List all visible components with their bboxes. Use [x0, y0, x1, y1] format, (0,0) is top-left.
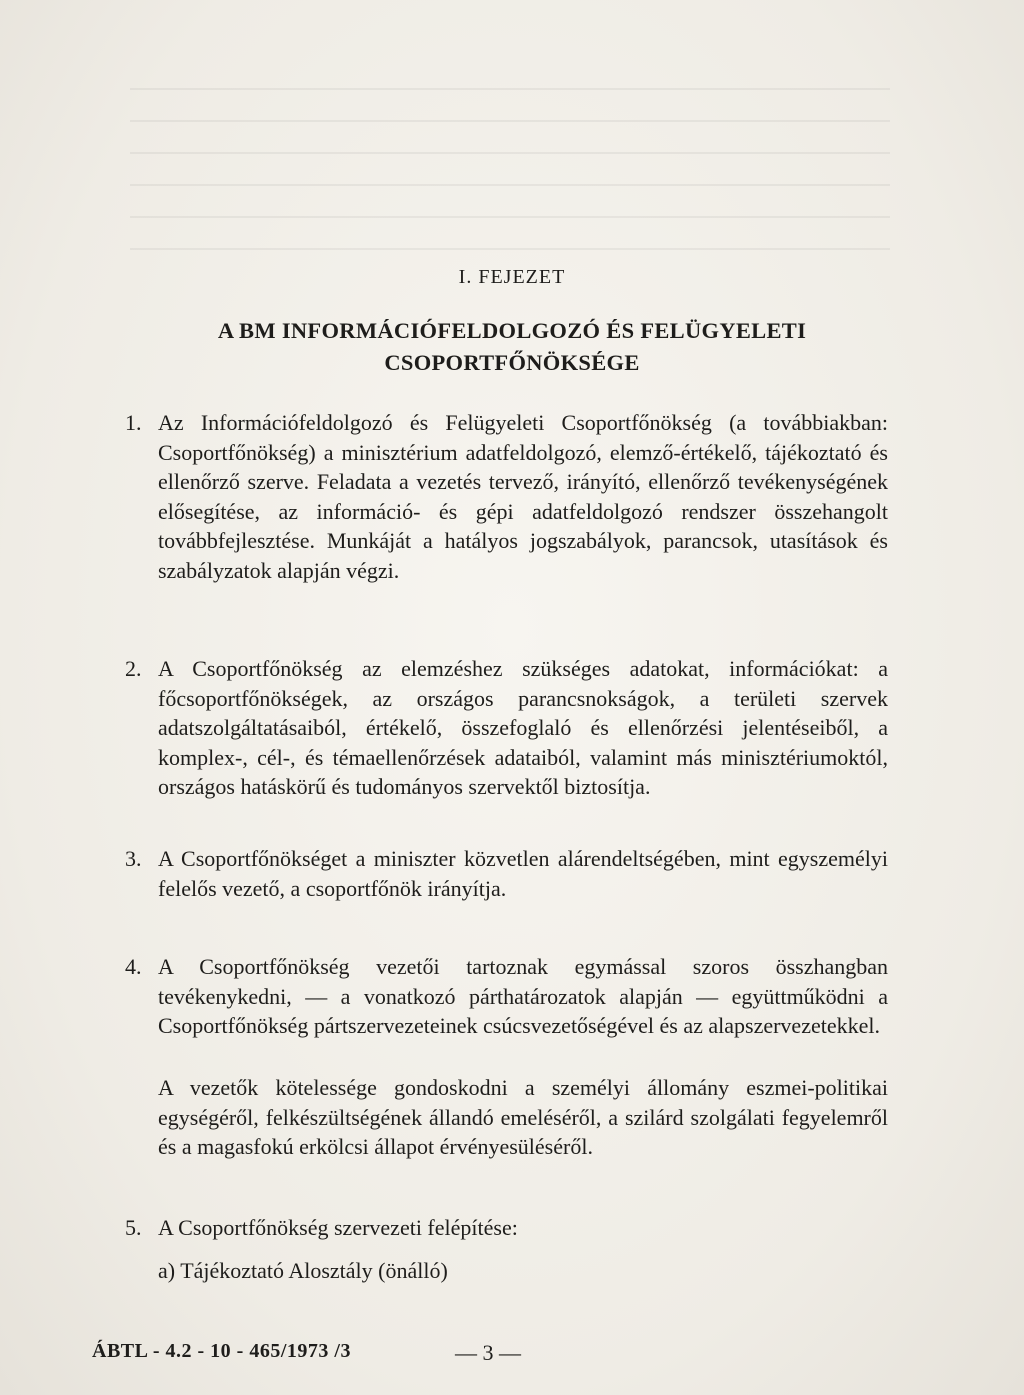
paragraph-5	[125, 1213, 718, 1243]
paragraph-3	[125, 844, 888, 903]
paragraph-2	[125, 654, 888, 802]
paragraph-number: 1.	[125, 410, 142, 435]
paragraph-text: A Csoportfőnökség szervezeti felépítése:	[158, 1215, 518, 1240]
section-title-line-1: A BM INFORMÁCIÓFELDOLGOZÓ ÉS FELÜGYELETI	[217, 318, 807, 343]
paragraph-text: A vezetők kötelessége gondoskodni a személyi állomány eszmei-politikai egységéről, felkészültségének állandó emeléséről, a szilárd szolgálati fegyelemről és a magasfokú erkölcsi állapot érvényesüléséről.	[158, 1075, 888, 1159]
paragraph-4	[125, 952, 888, 1041]
paragraph-text: A Csoportfőnökség az elemzéshez szükséges adatokat, információkat: a főcsoportfőnökségek, az országos parancsnokságok, a területi szervek adatszolgáltatásaiból, értékelő, összefoglaló és ellenőrzési jelentéseiből, a komplex-, cél-, és témaellenőrzések adataiból, valamint más minisztériumoktól, országos hatáskörű és tudományos szervektől biztosítja.	[158, 656, 888, 799]
paragraph-text: A Csoportfőnökség vezetői tartoznak egymással szoros összhangban tevékenykedni, — a vonatkozó párthatározatok alapján — együttműködni a Csoportfőnökség pártszervezeteinek csúcsvezetőségével és az alapszervezetekkel.	[158, 954, 888, 1038]
section-title	[120, 315, 904, 379]
paragraph-number: 2.	[125, 656, 142, 681]
paragraph-number: 5.	[125, 1215, 142, 1240]
paragraph-4-continuation	[158, 1073, 888, 1162]
section-title-line-2: CSOPORTFŐNÖKSÉGE	[384, 350, 640, 375]
page-number: — 3 —	[455, 1340, 521, 1365]
bleed-through-texture	[130, 70, 890, 280]
paragraph-number: 4.	[125, 954, 142, 979]
list-item-a	[158, 1256, 718, 1286]
chapter-heading: I. FEJEZET	[458, 266, 566, 288]
paragraph-text: A Csoportfőnökséget a miniszter közvetlen alárendeltségében, mint egyszemélyi felelős vezető, a csoportfőnök irányítja.	[158, 846, 888, 901]
paragraph-text: Az Információfeldolgozó és Felügyeleti Csoportfőnökség (a továbbiakban: Csoportfőnökség) a minisztérium adatfeldolgozó, elemző-értékelő, tájékoztató és ellenőrző szerve. Feladata a vezetés tervező, irányító, ellenőrző tevékenységének elősegítése, az információ- és gépi adatfeldolgozó rendszer összehangolt továbbfejlesztése. Munkáját a hatályos jogszabályok, parancsok, utasítások és szabályzatok alapján végzi.	[158, 410, 888, 583]
paragraph-1	[125, 408, 888, 585]
paragraph-number: 3.	[125, 846, 142, 871]
archive-reference: ÁBTL - 4.2 - 10 - 465/1973 /3	[92, 1340, 351, 1362]
list-item-text: a) Tájékoztató Alosztály (önálló)	[158, 1258, 448, 1283]
